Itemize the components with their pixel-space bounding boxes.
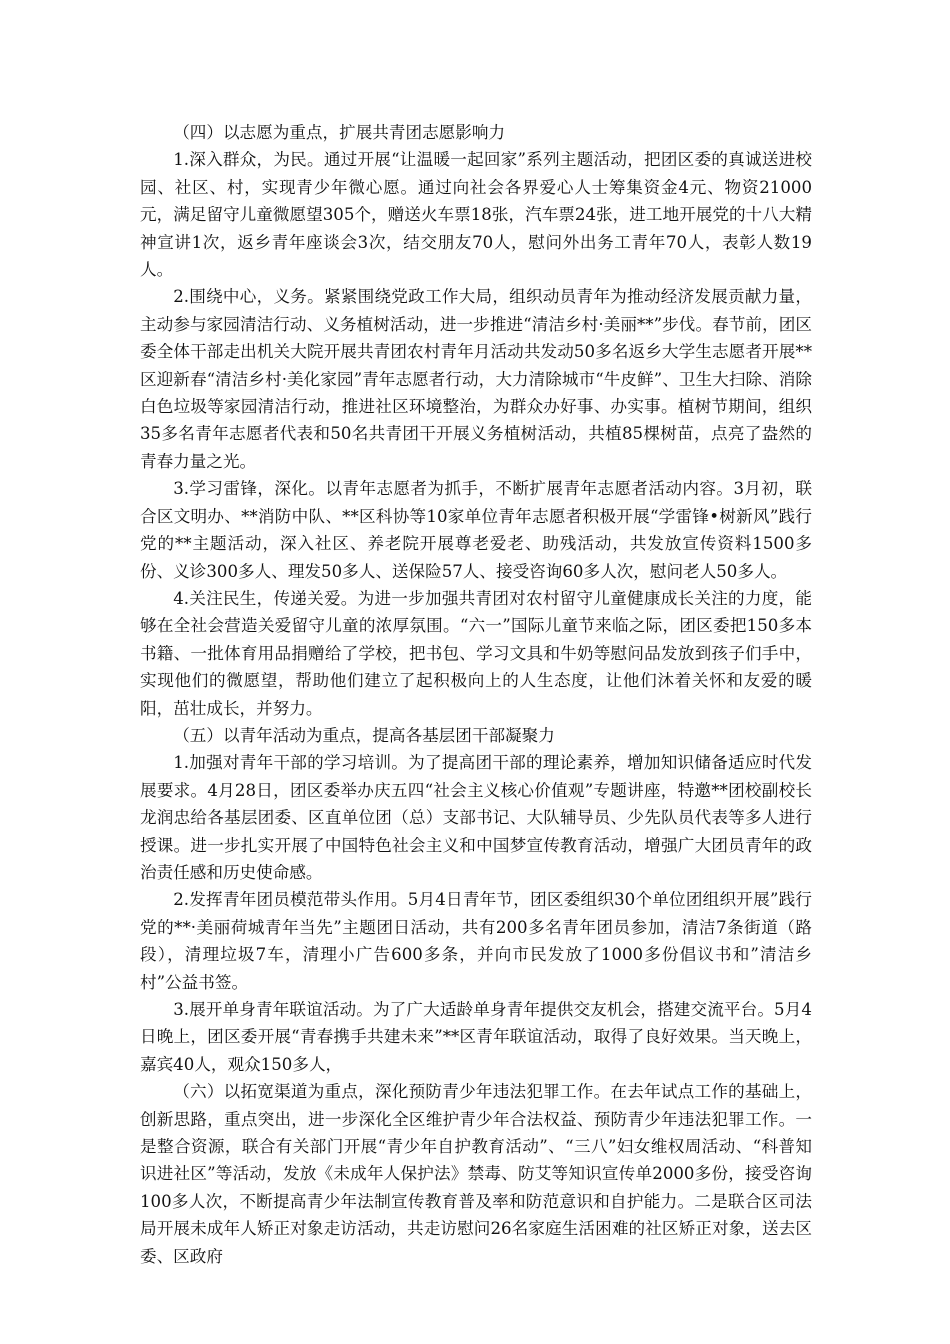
- document-body: [140, 119, 812, 1270]
- section-heading-5: （五）以青年活动为重点，提高各基层团干部凝聚力: [173, 725, 555, 745]
- paragraph-4-2: 2.围绕中心，义务。紧紧围绕党政工作大局，组织动员青年为推动经济发展贡献力量，主动参与家园清洁行动、义务植树活动，进一步推进“清洁乡村·美丽**”步伐。春节前，团区委全体干部走出机关大院开展共青团农村青年月活动共发动50多名返乡大学生志愿者开展**区迎新春“清洁乡村·美化家园”青年志愿者行动，大力清除城市“牛皮鲜”、卫生大扫除、消除白色垃圾等家园清洁行动，推进社区环境整治，为群众办好事、办实事。植树节期间，组织35多名青年志愿者代表和50名共青团干开展义务植树活动，共植85棵树苗，点亮了盎然的青春力量之光。: [140, 287, 812, 471]
- paragraph-6: （六）以拓宽渠道为重点，深化预防青少年违法犯罪工作。在去年试点工作的基础上，创新思路，重点突出，进一步深化全区维护青少年合法权益、预防青少年违法犯罪工作。一是整合资源，联合有关部门开展“青少年自护教育活动”、“三八”妇女维权周活动、“科普知识进社区”等活动，发放《未成年人保护法》禁毒、防艾等知识宣传单2000多份，接受咨询100多人次，不断提高青少年法制宣传教育普及率和防范意识和自护能力。二是联合区司法局开展未成年人矫正对象走访活动，共走访慰问26名家庭生活困难的社区矫正对象，送去区委、区政府: [140, 1082, 812, 1266]
- paragraph-4-4: 4.关注民生，传递关爱。为进一步加强共青团对农村留守儿童健康成长关注的力度，能够在全社会营造关爱留守儿童的浓厚氛围。“六一”国际儿童节来临之际，团区委把150多本书籍、一批体育用品捐赠给了学校，把书包、学习文具和牛奶等慰问品发放到孩子们手中，实现他们的微愿望，帮助他们建立了起积极向上的人生态度，让他们沐着关怀和友爱的暖阳，茁壮成长，并努力。: [140, 588, 812, 718]
- paragraph-4-3: 3.学习雷锋，深化。以青年志愿者为抓手，不断扩展青年志愿者活动内容。3月初，联合区文明办、**消防中队、**区科协等10家单位青年志愿者积极开展“学雷锋•树新风”践行党的**主题活动，深入社区、养老院开展尊老爱老、助残活动，共发放宣传资料1500多份、义诊300多人、理发50多人、送保险57人、接受咨询60多人次，慰问老人50多人。: [140, 479, 812, 581]
- paragraph-5-1: 1.加强对青年干部的学习培训。为了提高团干部的理论素养，增加知识储备适应时代发展要求。4月28日，团区委举办庆五四“社会主义核心价值观”专题讲座，特邀**团校副校长龙润忠给各基层团委、区直单位团（总）支部书记、大队辅导员、少先队员代表等多人进行授课。进一步扎实开展了中国特色社会主义和中国梦宣传教育活动，增强广大团员青年的政治责任感和历史使命感。: [140, 753, 812, 882]
- section-heading-4: （四）以志愿为重点，扩展共青团志愿影响力: [173, 123, 506, 142]
- paragraph-5-3: 3.展开单身青年联谊活动。为了广大适龄单身青年提供交友机会，搭建交流平台。5月4日晚上，团区委开展“青春携手共建未来”**区青年联谊活动，取得了良好效果。当天晚上，嘉宾40人，观众150多人，: [140, 1000, 812, 1074]
- paragraph-4-1: 1.深入群众，为民。通过开展“让温暖一起回家”系列主题活动，把团区委的真诚送进校园、社区、村，实现青少年微心愿。通过向社会各界爱心人士筹集资金4元、物资21000元，满足留守儿童微愿望305个，赠送火车票18张，汽车票24张，进工地开展党的十八大精神宣讲1次，返乡青年座谈会3次，结交朋友70人，慰问外出务工青年70人，表彰人数19人。: [140, 150, 812, 280]
- paragraph-5-2: 2.发挥青年团员模范带头作用。5月4日青年节，团区委组织30个单位团组织开展”践行党的**·美丽荷城青年当先”主题团日活动，共有200多名青年团员参加，清洁7条街道（路段），清理垃圾7车，清理小广告600多条，并向市民发放了1000多份倡议书和”清洁乡村”公益书签。: [140, 890, 812, 992]
